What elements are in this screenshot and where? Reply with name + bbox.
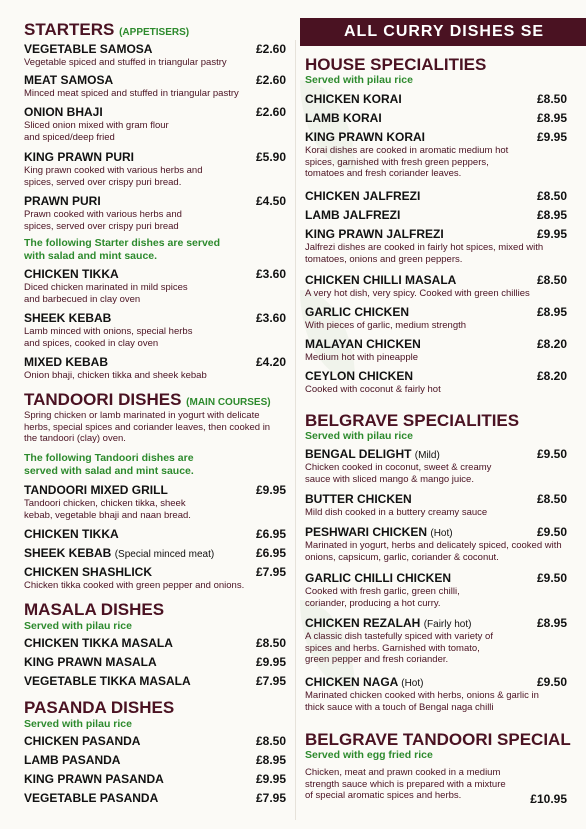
menu-item (24, 546, 286, 560)
tandoori-special-sub: Served with egg fried rice (305, 749, 433, 761)
item-name: GARLIC CHILLI CHICKEN (305, 571, 451, 585)
pasanda-title: PASANDA DISHES (24, 698, 175, 717)
item-name: VEGETABLE TIKKA MASALA (24, 674, 191, 688)
item-desc: Marinated in yogurt, herbs and delicately spiced, cooked with onions, capsicum, garlic, coriander & coconut. (305, 540, 562, 563)
item-name: CHICKEN CHILLI MASALA (305, 273, 457, 287)
starters-title: STARTERS (24, 20, 115, 39)
item-note: (Special minced meat) (114, 549, 215, 560)
item-name: KING PRAWN KORAI (305, 130, 425, 144)
belgrave-sub: Served with pilau rice (305, 430, 413, 442)
menu-item (305, 208, 567, 222)
item-name: CHICKEN JALFREZI (305, 189, 421, 203)
item-desc: Chicken tikka cooked with green pepper and onions. (24, 580, 245, 591)
item-name: KING PRAWN JALFREZI (305, 227, 444, 241)
menu-item (305, 92, 567, 106)
item-name: KING PRAWN PURI (24, 150, 135, 164)
menu-item (305, 675, 567, 689)
item-price: £8.95 (536, 111, 567, 125)
item-name: CHICKEN NAGA (305, 675, 398, 689)
item-price: £8.50 (255, 734, 286, 748)
menu-item (305, 273, 567, 287)
item-desc: Sliced onion mixed with gram flour and spiced/deep fried (24, 120, 169, 143)
menu-item (24, 636, 286, 650)
item-note: (Hot) (401, 678, 424, 689)
item-price: £9.95 (536, 227, 567, 241)
menu-item (305, 447, 567, 461)
item-name: CHICKEN KORAI (305, 92, 402, 106)
item-name: MEAT SAMOSA (24, 73, 114, 87)
item-desc: Onion bhaji, chicken tikka and sheek kebab (24, 370, 207, 381)
menu-item (305, 492, 567, 506)
tandoori-special-title: BELGRAVE TANDOORI SPECIAL (305, 730, 571, 749)
menu-item (24, 772, 286, 786)
item-desc: Medium hot with pineapple (305, 352, 419, 363)
menu-item (305, 369, 567, 383)
menu-item (24, 527, 286, 541)
item-price: £9.95 (255, 772, 286, 786)
menu-item (305, 111, 567, 125)
item-name: CHICKEN TIKKA MASALA (24, 636, 173, 650)
tandoori-desc: Spring chicken or lamb marinated in yogurt with delicate herbs, special spices and coriander leaves, then cooked in the tandoori (clay) oven. (24, 410, 271, 444)
item-price: £7.95 (255, 791, 286, 805)
item-price: £9.50 (536, 571, 567, 585)
menu-item (24, 105, 286, 119)
item-price: £8.95 (536, 305, 567, 319)
item-name: SHEEK KEBAB (24, 546, 112, 560)
tandoori-note: The following Tandoori dishes are served with salad and mint sauce. (24, 452, 194, 477)
masala-sub: Served with pilau rice (24, 620, 132, 632)
item-price: £4.50 (255, 194, 286, 208)
starters-tag: (APPETISERS) (119, 27, 190, 38)
menu-item (305, 571, 567, 585)
item-price: £6.95 (255, 546, 286, 560)
item-desc: With pieces of garlic, medium strength (305, 320, 467, 331)
menu-item (24, 150, 286, 164)
item-name: VEGETABLE SAMOSA (24, 42, 153, 56)
item-desc: Jalfrezi dishes are cooked in fairly hot spices, mixed with tomatoes, onions and green peppers. (305, 242, 544, 265)
belgrave-title: BELGRAVE SPECIALITIES (305, 411, 520, 430)
item-price: £3.60 (255, 267, 286, 281)
menu-item (305, 337, 567, 351)
menu-item (24, 734, 286, 748)
item-name: KING PRAWN PASANDA (24, 772, 164, 786)
item-note: (Mild) (414, 450, 440, 461)
menu-item (305, 525, 567, 539)
item-desc: Cooked with fresh garlic, green chilli, coriander, producing a hot curry. (305, 586, 460, 609)
menu-item (24, 311, 286, 325)
item-name: CHICKEN SHASHLICK (24, 565, 153, 579)
item-price: £9.50 (536, 675, 567, 689)
item-name: MIXED KEBAB (24, 355, 109, 369)
menu-item (24, 194, 286, 208)
item-name: BUTTER CHICKEN (305, 492, 412, 506)
item-price: £8.95 (255, 753, 286, 767)
menu-item (305, 305, 567, 319)
item-price: £10.95 (530, 792, 567, 806)
menu-item (305, 130, 567, 144)
tandoori-tag: (MAIN COURSES) (186, 397, 271, 408)
item-price: £8.50 (255, 636, 286, 650)
menu-item (305, 227, 567, 241)
item-name: LAMB PASANDA (24, 753, 121, 767)
item-name: MALAYAN CHICKEN (305, 337, 421, 351)
house-sub: Served with pilau rice (305, 74, 413, 86)
item-price: £8.95 (536, 208, 567, 222)
item-price: £9.50 (536, 525, 567, 539)
item-price: £8.50 (536, 273, 567, 287)
menu-item (24, 483, 286, 497)
menu-item (24, 267, 286, 281)
item-desc: Chicken cooked in coconut, sweet & creamy sauce with sliced mango & mango juice. (305, 462, 492, 485)
item-price: £9.95 (536, 130, 567, 144)
item-name: CHICKEN REZALAH (305, 616, 421, 630)
banner (300, 18, 586, 46)
item-price: £6.95 (255, 527, 286, 541)
item-name: KING PRAWN MASALA (24, 655, 157, 669)
item-desc: Tandoori chicken, chicken tikka, sheek kebab, vegetable bhaji and naan bread. (24, 498, 191, 521)
item-name: LAMB JALFREZI (305, 208, 401, 222)
masala-title: MASALA DISHES (24, 600, 165, 619)
item-desc: A very hot dish, very spicy. Cooked with green chillies (305, 288, 530, 299)
menu-item (24, 791, 286, 805)
item-price: £7.95 (255, 565, 286, 579)
item-price: £8.95 (536, 616, 567, 630)
starters-heading (24, 20, 189, 40)
leaf-decoration (300, 290, 355, 380)
item-price: £9.50 (536, 447, 567, 461)
item-name: GARLIC CHICKEN (305, 305, 409, 319)
house-title: HOUSE SPECIALITIES (305, 55, 487, 74)
item-desc: Prawn cooked with various herbs and spices, served over crispy puri bread (24, 209, 182, 232)
item-name: CHICKEN TIKKA (24, 527, 119, 541)
starters-note: The following Starter dishes are served with salad and mint sauce. (24, 237, 221, 262)
menu-item (24, 565, 286, 579)
item-price: £7.95 (255, 674, 286, 688)
item-price: £4.20 (255, 355, 286, 369)
item-price: £8.20 (536, 369, 567, 383)
item-name: CHICKEN TIKKA (24, 267, 119, 281)
item-desc: Minced meat spiced and stuffed in triangular pastry (24, 88, 239, 99)
item-desc: King prawn cooked with various herbs and spices, served over crispy puri bread. (24, 165, 203, 188)
item-name: BENGAL DELIGHT (305, 447, 412, 461)
menu-item (24, 73, 286, 87)
pasanda-sub: Served with pilau rice (24, 718, 132, 730)
item-price: £9.95 (255, 483, 286, 497)
item-price: £2.60 (255, 42, 286, 56)
item-price: £8.50 (536, 492, 567, 506)
item-price: £8.50 (536, 92, 567, 106)
menu-item (305, 616, 567, 630)
tandoori-heading (24, 390, 271, 410)
item-price: £2.60 (255, 105, 286, 119)
column-divider (295, 40, 296, 820)
item-price: £2.60 (255, 73, 286, 87)
banner-text: ALL CURRY DISHES SE (344, 23, 545, 40)
item-note: (Fairly hot) (423, 619, 472, 630)
item-name: PRAWN PURI (24, 194, 101, 208)
menu-item (24, 42, 286, 56)
item-name: LAMB KORAI (305, 111, 382, 125)
item-desc: Korai dishes are cooked in aromatic medium hot spices, garnished with fresh green peppers, tomatoes and fresh coriander leaves. (305, 145, 509, 179)
item-desc: Diced chicken marinated in mild spices and barbecued in clay oven (24, 282, 188, 305)
menu-item (305, 189, 567, 203)
item-price: £9.95 (255, 655, 286, 669)
tandoori-special-desc: Chicken, meat and prawn cooked in a medium strength sauce which is prepared with a mixture of special aromatic spices and herbs. (305, 767, 506, 801)
item-name: CHICKEN PASANDA (24, 734, 141, 748)
item-name: ONION BHAJI (24, 105, 103, 119)
item-desc: Marinated chicken cooked with herbs, onions & garlic in thick sauce with a touch of Bengal naga chilli (305, 690, 539, 713)
item-desc: Mild dish cooked in a buttery creamy sauce (305, 507, 488, 518)
item-name: TANDOORI MIXED GRILL (24, 483, 168, 497)
item-price: £8.50 (536, 189, 567, 203)
item-name: CEYLON CHICKEN (305, 369, 414, 383)
item-name: PESHWARI CHICKEN (305, 525, 428, 539)
item-desc: Vegetable spiced and stuffed in triangular pastry (24, 57, 227, 68)
tandoori-title: TANDOORI DISHES (24, 390, 182, 409)
item-desc: Lamb minced with onions, special herbs and spices, cooked in clay oven (24, 326, 193, 349)
menu-item (24, 655, 286, 669)
item-name: VEGETABLE PASANDA (24, 791, 159, 805)
menu-item (24, 753, 286, 767)
menu-item (24, 674, 286, 688)
item-desc: A classic dish tastefully spiced with variety of spices and herbs. Garnished with tomato, green pepper and fresh coriander. (305, 631, 493, 665)
item-note: (Hot) (430, 528, 453, 539)
menu-item (24, 355, 286, 369)
item-price: £5.90 (255, 150, 286, 164)
item-name: SHEEK KEBAB (24, 311, 112, 325)
item-desc: Cooked with coconut & fairly hot (305, 384, 441, 395)
item-price: £3.60 (255, 311, 286, 325)
item-price: £8.20 (536, 337, 567, 351)
